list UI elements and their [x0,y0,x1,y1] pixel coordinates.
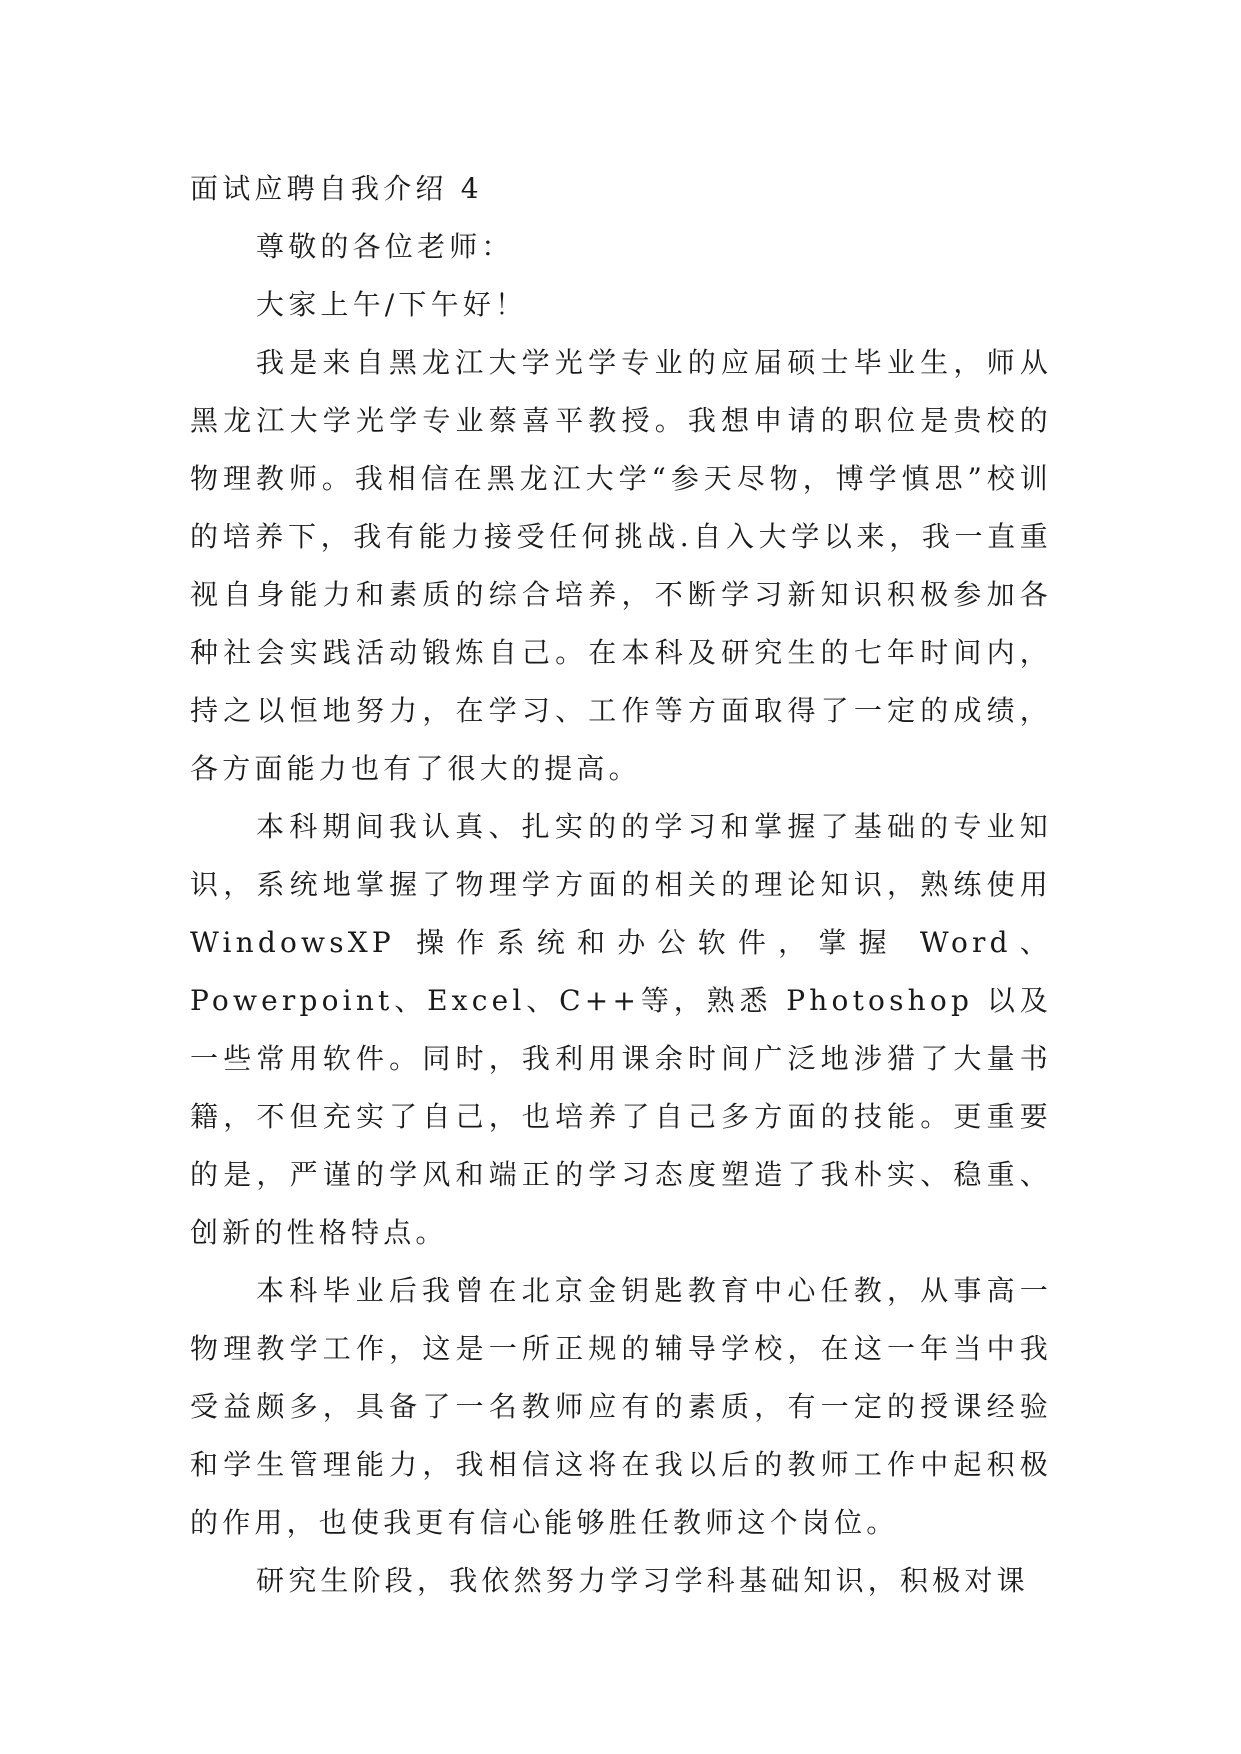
salutation-paragraph: 大家上午/下午好！ [256,288,528,321]
document-body [190,160,1052,1610]
teaching-experience-paragraph: 本科毕业后我曾在北京金钥匙教育中心任教，从事高一物理教学工作，这是一所正规的辅导学校，在这一年当中我受益颇多，具备了一名教师应有的素质，有一定的授课经验和学生管理能力，我相信这将在我以后的教师工作中起积极的作用，也使我更有信心能够胜任教师这个岗位。 [190,1274,1052,1539]
document-title: 面试应聘自我介绍 4 [190,172,483,205]
undergraduate-paragraph: 本科期间我认真、扎实的的学习和掌握了基础的专业知识，系统地掌握了物理学方面的相关的理论知识，熟练使用 WindowsXP 操作系统和办公软件，掌握 Word、Powerpoint、Excel、C++等，熟悉 Photoshop 以及一些常用软件。同时，我利用课余时间广泛地涉猎了大量书籍，不但充实了自己，也培养了自己多方面的技能。更重要的是，严谨的学风和端正的学习态度塑造了我朴实、稳重、创新的性格特点。 [190,810,1052,1249]
greeting-paragraph: 尊敬的各位老师： [256,230,514,263]
intro-paragraph: 我是来自黑龙江大学光学专业的应届硕士毕业生，师从黑龙江大学光学专业蔡喜平教授。我想申请的职位是贵校的物理教师。我相信在黑龙江大学“参天尽物，博学慎思”校训的培养下，我有能力接受任何挑战.自入大学以来，我一直重视自身能力和素质的综合培养，不断学习新知识积极参加各种社会实践活动锻炼自己。在本科及研究生的七年时间内，持之以恒地努力，在学习、工作等方面取得了一定的成绩，各方面能力也有了很大的提高。 [190,346,1052,785]
graduate-paragraph: 研究生阶段，我依然努力学习学科基础知识，积极对课 [256,1564,1029,1597]
